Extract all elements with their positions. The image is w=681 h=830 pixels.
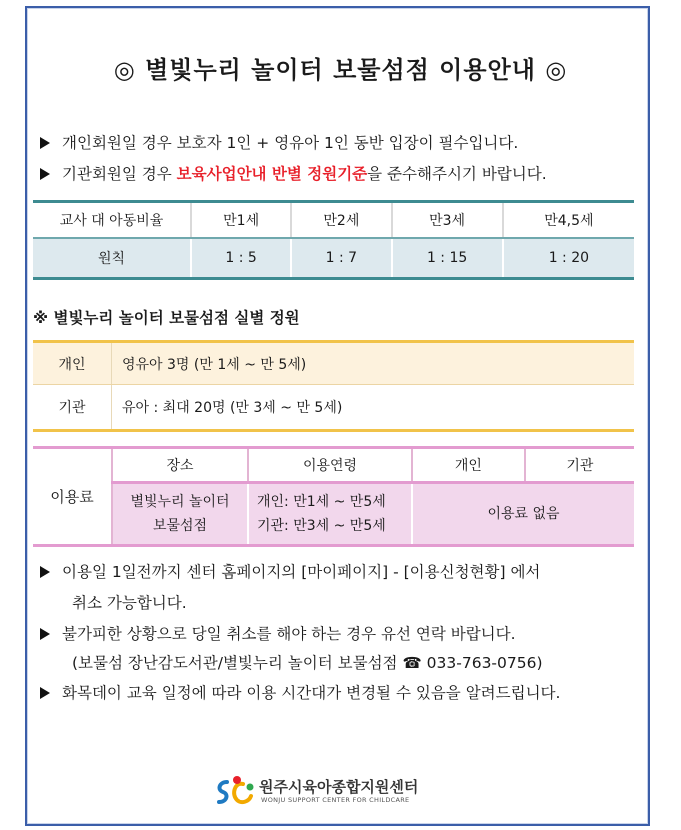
capacity-type: 기관 <box>33 385 112 431</box>
notice-schedule-text: 화목데이 교육 일정에 따라 이용 시간대가 변경될 수 있음을 알려드립니다. <box>62 684 561 702</box>
fee-place <box>112 483 248 546</box>
ratio-header-row <box>33 202 634 239</box>
notice-personal <box>40 131 518 153</box>
fee-age-line: 개인: 만1세 ~ 만5세 <box>257 494 386 510</box>
center-logo <box>211 770 456 814</box>
ratio-header-cell: 만2세 <box>291 202 391 239</box>
ratio-header-cell: 만4,5세 <box>503 202 634 239</box>
page-title: ◎ 별빛누리 놀이터 보물섬점 이용안내 ◎ <box>113 56 568 84</box>
capacity-table <box>33 340 634 432</box>
ratio-cell: 1 : 7 <box>291 238 391 279</box>
ratio-cell: 원칙 <box>33 238 191 279</box>
triangle-bullet-icon <box>40 137 50 149</box>
ratio-cell: 1 : 5 <box>191 238 291 279</box>
notice-personal-text: 개인회원일 경우 보호자 1인 + 영유아 1인 동반 입장이 필수입니다. <box>62 134 519 152</box>
center-name-en: WONJU SUPPORT CENTER FOR CHILDCARE <box>261 796 410 804</box>
notice-institution-before: 기관회원일 경우 <box>62 165 177 183</box>
fee-place-line: 별빛누리 놀이터 <box>130 494 230 510</box>
notice-schedule <box>40 681 560 703</box>
ratio-header-cell: 만1세 <box>191 202 291 239</box>
fee-row <box>33 483 634 546</box>
fee-age <box>248 483 412 546</box>
triangle-bullet-icon <box>40 687 50 699</box>
capacity-value: 유아 : 최대 20명 (만 3세 ~ 만 5세) <box>112 385 635 431</box>
triangle-bullet-icon <box>40 168 50 180</box>
fee-header-cell: 개인 <box>412 448 525 483</box>
fee-header-row <box>33 448 634 483</box>
center-logo-mark-icon <box>213 774 257 810</box>
ratio-cell: 1 : 15 <box>392 238 503 279</box>
ratio-header-cell: 만3세 <box>392 202 503 239</box>
triangle-bullet-icon <box>40 628 50 640</box>
ratio-header-cell: 교사 대 아동비율 <box>33 202 191 239</box>
fee-header-cell: 이용연령 <box>248 448 412 483</box>
ratio-row <box>33 238 634 279</box>
fee-age-line: 기관: 만3세 ~ 만5세 <box>257 518 386 534</box>
fee-place-line: 보물섬점 <box>152 518 208 534</box>
notice-cancel-cont: 취소 가능합니다. <box>72 594 187 612</box>
triangle-bullet-icon <box>40 566 50 578</box>
fee-header-cell: 기관 <box>525 448 634 483</box>
notice-cancel <box>40 560 540 582</box>
notice-phone-contact: (보물섬 장난감도서관/별빛누리 놀이터 보물섬점 ☎ 033-763-0756) <box>72 654 543 672</box>
capacity-row <box>33 385 634 431</box>
ratio-cell: 1 : 20 <box>503 238 634 279</box>
center-name-kr: 원주시육아종합지원센터 <box>259 778 419 796</box>
capacity-type: 개인 <box>33 342 112 385</box>
capacity-note: ※ 별빛누리 놀이터 보물섬점 실별 정원 <box>33 309 300 327</box>
fee-label: 이용료 <box>33 448 112 546</box>
notice-cancel-text: 이용일 1일전까지 센터 홈페이지의 [마이페이지] - [이용신청현황] 에서 <box>62 563 541 581</box>
notice-institution <box>40 162 547 184</box>
fee-table <box>33 446 634 547</box>
ratio-table <box>33 200 634 280</box>
notice-institution-after: 을 준수해주시기 바랍니다. <box>367 165 547 183</box>
notice-phone <box>40 622 516 644</box>
fee-amount: 이용료 없음 <box>412 483 634 546</box>
notice-institution-highlight: 보육사업안내 반별 정원기준 <box>176 165 368 183</box>
fee-header-cell: 장소 <box>112 448 248 483</box>
capacity-value: 영유아 3명 (만 1세 ~ 만 5세) <box>112 342 635 385</box>
notice-phone-text: 불가피한 상황으로 당일 취소를 해야 하는 경우 유선 연락 바랍니다. <box>62 625 516 643</box>
capacity-row <box>33 342 634 385</box>
